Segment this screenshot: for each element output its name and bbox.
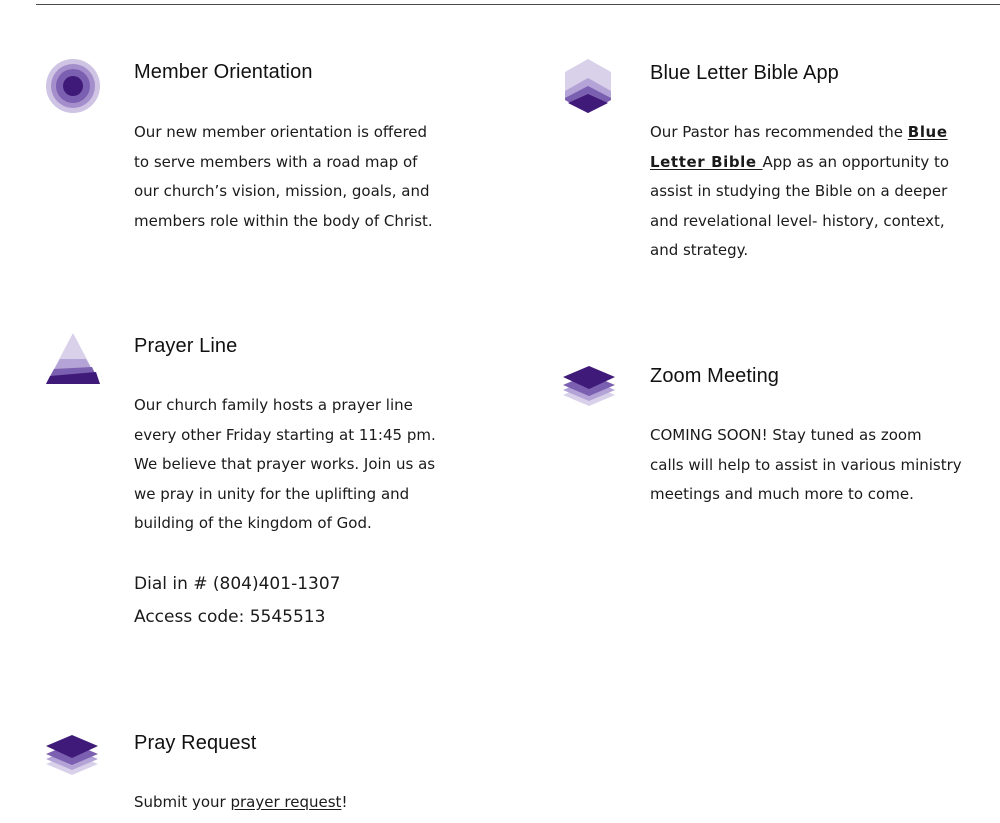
text-line: and revelational level- history, context, (650, 211, 945, 230)
text-line: Our church family hosts a prayer line (134, 396, 413, 414)
text-line: meetings and much more to come. (650, 485, 914, 504)
text-line: We believe that prayer works. Join us as (134, 455, 436, 474)
blue-letter-bible-title: Blue Letter Bible App (650, 62, 839, 84)
stacked-layers-icon (45, 731, 101, 787)
layered-hexagon-icon (562, 58, 618, 114)
member-orientation-text (134, 118, 454, 236)
text-fragment: Submit your (134, 793, 231, 811)
blue-letter-bible-link-continued[interactable]: Letter Bible (650, 152, 763, 171)
prayer-request-link[interactable]: prayer request (230, 793, 342, 811)
member-orientation-title: Member Orientation (134, 61, 313, 83)
text-line (650, 118, 980, 148)
text-line: COMING SOON! Stay tuned as zoom (650, 426, 922, 444)
text-line (134, 788, 464, 818)
prayer-line-title: Prayer Line (134, 335, 238, 357)
prayer-line-dial-info (134, 568, 340, 634)
text-line: members role within the body of Christ. (134, 211, 433, 230)
zoom-meeting-title: Zoom Meeting (650, 365, 780, 387)
text-line: and strategy. (650, 241, 749, 260)
dial-in-number: Dial in # (804)401-1307 (134, 574, 341, 594)
text-fragment: App as an opportunity to (762, 152, 950, 171)
text-line: assist in studying the Bible on a deeper (650, 182, 948, 201)
text-line: to serve members with a road map of (134, 152, 418, 171)
text-line (650, 148, 980, 178)
stacked-layers-icon (562, 362, 618, 418)
layered-triangle-icon (45, 332, 101, 388)
access-code: Access code: 5545513 (134, 607, 326, 627)
top-divider (36, 4, 1000, 5)
blue-letter-bible-text (650, 118, 980, 266)
text-line: Our new member orientation is offered (134, 123, 428, 141)
text-line: calls will help to assist in various ministry (650, 455, 962, 474)
concentric-circles-icon (45, 58, 101, 114)
text-line: every other Friday starting at 11:45 pm. (134, 425, 436, 444)
prayer-line-text (134, 391, 464, 539)
zoom-meeting-text (650, 421, 990, 510)
text-line: building of the kingdom of God. (134, 514, 372, 533)
text-fragment: ! (341, 793, 348, 811)
text-line: we pray in unity for the uplifting and (134, 484, 410, 503)
text-line: our church’s vision, mission, goals, and (134, 182, 430, 201)
pray-request-title: Pray Request (134, 732, 257, 754)
blue-letter-bible-link[interactable]: Blue (907, 123, 948, 141)
pray-request-text (134, 788, 464, 818)
text-fragment: Our Pastor has recommended the (650, 123, 908, 141)
